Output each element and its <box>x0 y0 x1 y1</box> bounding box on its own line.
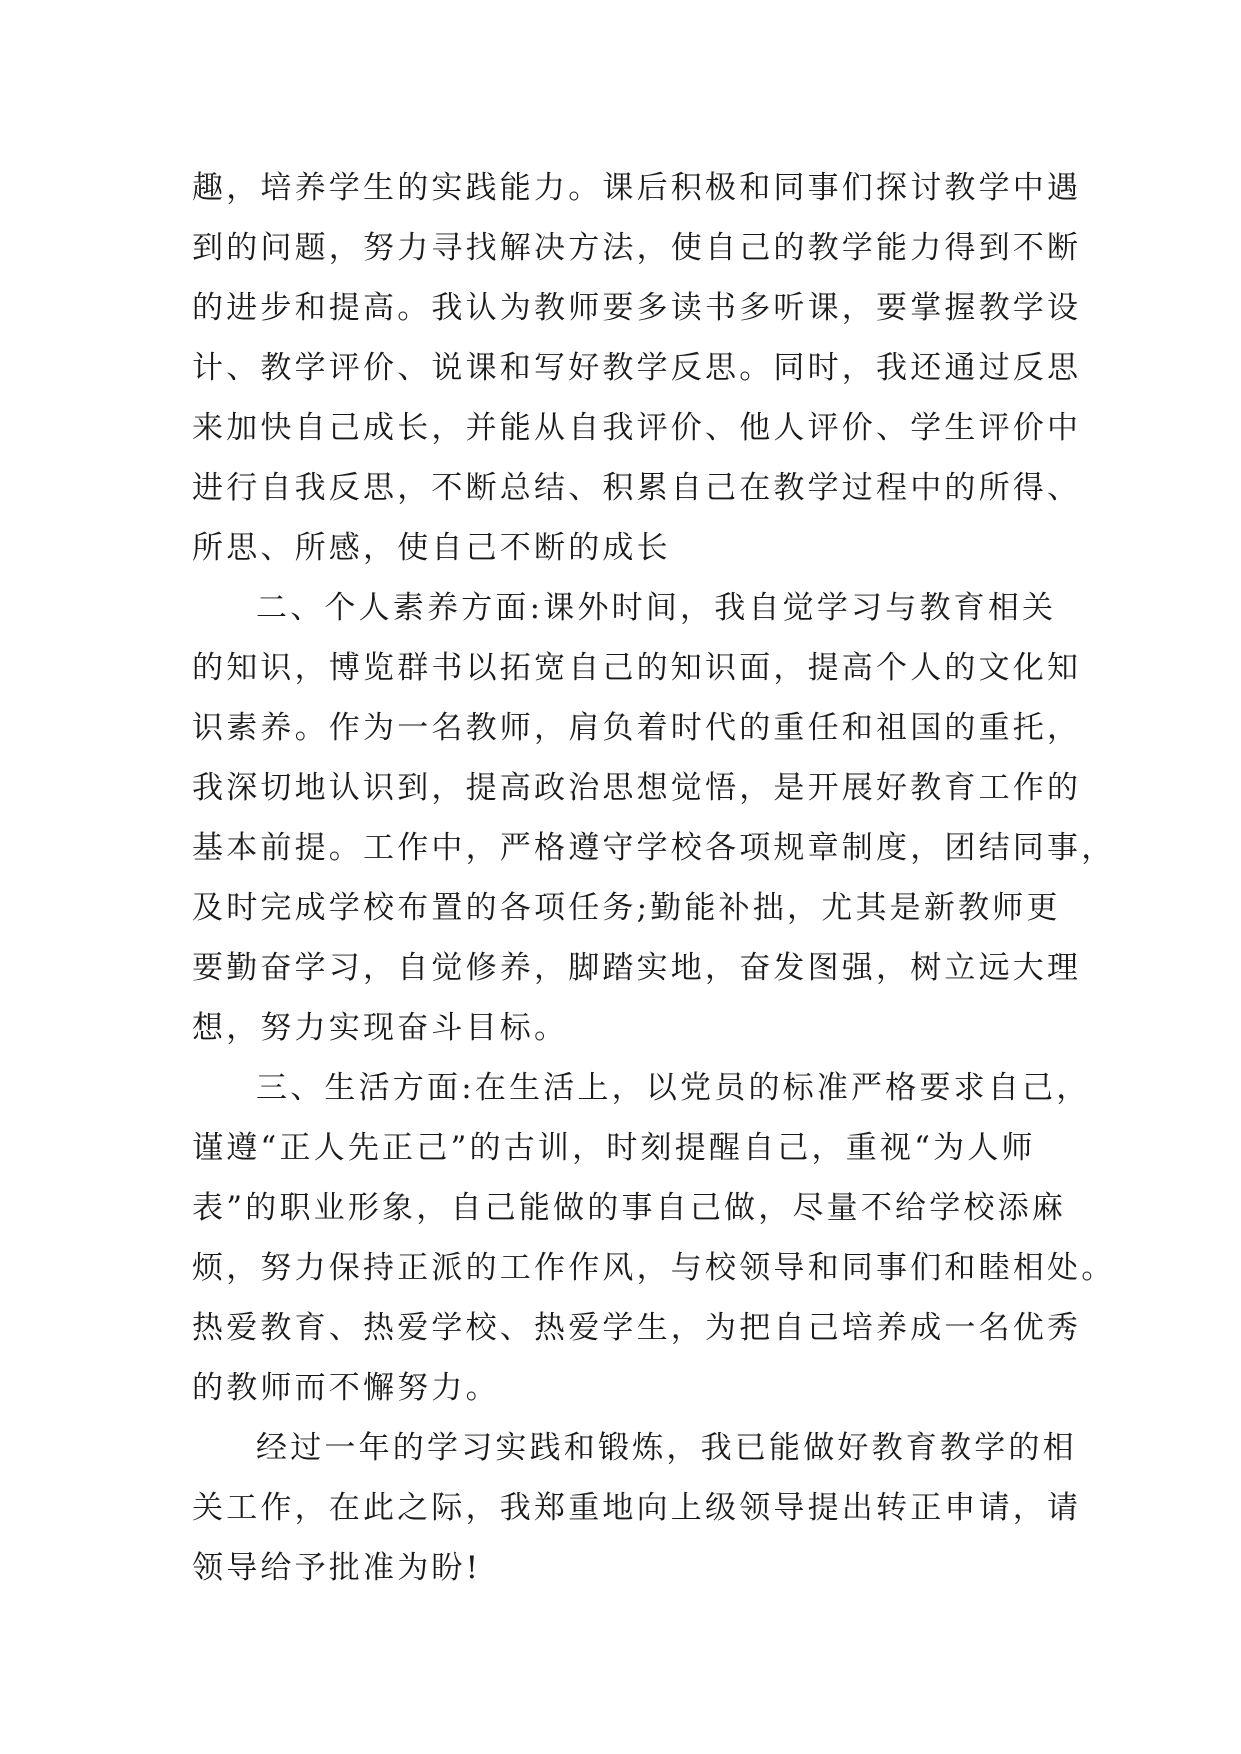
paragraph-teaching-continued <box>192 158 1082 578</box>
text-line: 要勤奋学习，自觉修养，脚踏实地，奋发图强，树立远大理 <box>192 950 1082 986</box>
text-line: 经过一年的学习实践和锻炼，我已能做好教育教学的相 <box>256 1430 1077 1466</box>
text-line: 的知识，博览群书以拓宽自己的知识面，提高个人的文化知 <box>192 650 1082 686</box>
text-line: 谨遵“正人先正己”的古训，时刻提醒自己，重视“为人师 <box>192 1130 1036 1166</box>
text-line: 基本前提。工作中，严格遵守学校各项规章制度，团结同事， <box>192 830 1116 866</box>
text-line: 的教师而不懈努力。 <box>192 1370 500 1406</box>
text-line: 及时完成学校布置的各项任务;勤能补拙，尤其是新教师更 <box>192 890 1061 926</box>
document-body <box>192 158 1116 1598</box>
text-line: 进行自我反思，不断总结、积累自己在教学过程中的所得、 <box>192 470 1082 506</box>
text-line: 计、教学评价、说课和写好教学反思。同时，我还通过反思 <box>192 350 1082 386</box>
text-line: 烦，努力保持正派的工作作风，与校领导和同事们和睦相处。 <box>192 1250 1116 1286</box>
text-line: 表”的职业形象，自己能做的事自己做，尽量不给学校添麻 <box>192 1190 1067 1226</box>
text-line: 我深切地认识到，提高政治思想觉悟，是开展好教育工作的 <box>192 770 1082 806</box>
text-line: 想，努力实现奋斗目标。 <box>192 1010 569 1046</box>
text-line: 来加快自己成长，并能从自我评价、他人评价、学生评价中 <box>192 410 1082 446</box>
text-line: 热爱教育、热爱学校、热爱学生，为把自己培养成一名优秀 <box>192 1310 1082 1346</box>
text-line: 关工作，在此之际，我郑重地向上级领导提出转正申请，请 <box>192 1490 1082 1526</box>
text-line: 二、个人素养方面:课外时间，我自觉学习与教育相关 <box>256 590 1057 626</box>
text-line: 所思、所感，使自己不断的成长 <box>192 530 671 566</box>
text-line: 的进步和提高。我认为教师要多读书多听课，要掌握教学设 <box>192 290 1082 326</box>
paragraph-life-aspect <box>192 1058 1116 1418</box>
paragraph-conclusion-request <box>192 1418 1082 1598</box>
paragraph-personal-cultivation <box>192 578 1116 1058</box>
text-line: 到的问题，努力寻找解决方法，使自己的教学能力得到不断 <box>192 230 1082 266</box>
text-line: 趣，培养学生的实践能力。课后积极和同事们探讨教学中遇 <box>192 170 1082 206</box>
text-line: 领导给予批准为盼! <box>192 1550 482 1586</box>
text-line: 三、生活方面:在生活上，以党员的标准严格要求自己， <box>256 1070 1091 1106</box>
text-line: 识素养。作为一名教师，肩负着时代的重任和祖国的重托， <box>192 710 1082 746</box>
